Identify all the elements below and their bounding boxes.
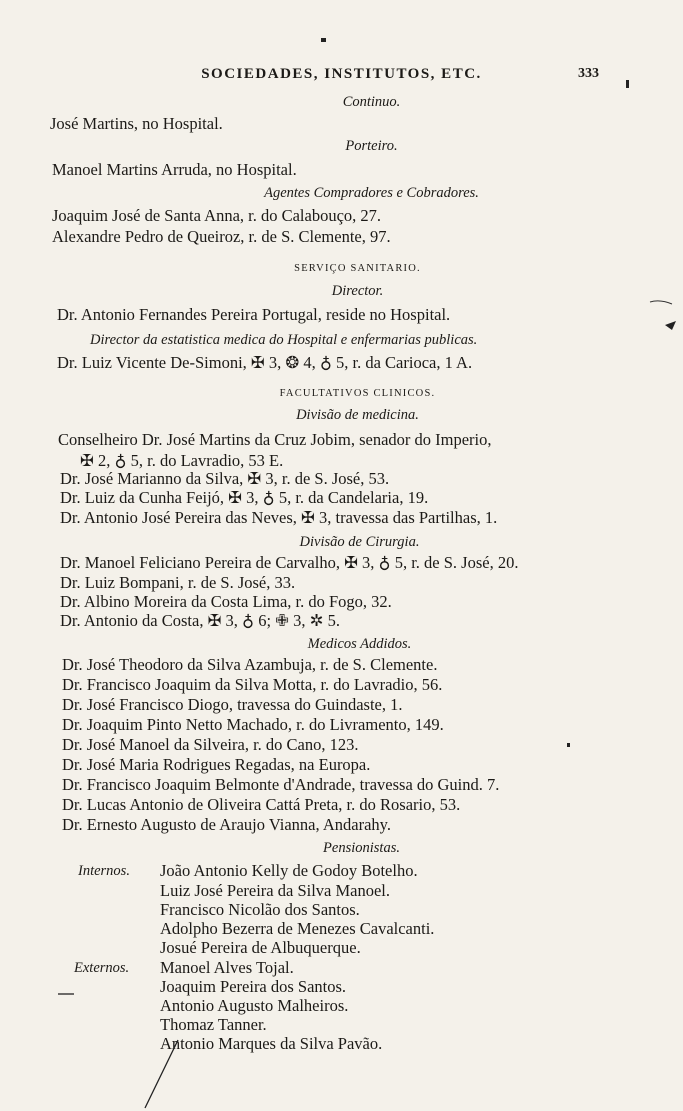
interno-item: Francisco Nicolão dos Santos. [160,900,360,919]
entry-line: Dr. Luiz Vicente De-Simoni, ✠ 3, ❂ 4, ♁ 5, r. da Carioca, 1 A. [57,353,473,372]
ink-dot [626,80,629,88]
externo-item: Manoel Alves Tojal. [160,958,294,977]
ink-blot [665,321,676,330]
entry-line: Dr. Francisco Joaquim Belmonte d'Andrade, travessa do Guind. 7. [62,775,500,794]
externo-item: Joaquim Pereira dos Santos. [160,977,347,996]
section-medicos-addidos: Medicos Addidos. [307,636,412,652]
entry-line: Dr. José Marianno da Silva, ✠ 3, r. de S. José, 53. [60,469,390,488]
page-number: 333 [578,66,599,81]
section-pensionistas: Pensionistas. [323,840,400,856]
entry-line: Dr. Manoel Feliciano Pereira de Carvalho, ✠ 3, ♁ 5, r. de S. José, 20. [60,553,519,572]
entry-line: Conselheiro Dr. José Martins da Cruz Jobim, senador do Imperio, [58,430,492,449]
entry-line: Joaquim José de Santa Anna, r. do Calabouço, 27. [52,206,382,225]
entry-line: Dr. Joaquim Pinto Netto Machado, r. do Livramento, 149. [62,715,444,734]
entry-line: Dr. José Maria Rodrigues Regadas, na Europa. [62,755,371,774]
internos-label: Internos. [78,863,130,879]
ink-dot [567,743,570,747]
entry-line: Dr. José Francisco Diogo, travessa do Guindaste, 1. [62,695,403,714]
interno-item: Adolpho Bezerra de Menezes Cavalcanti. [160,919,435,938]
entry-line: Dr. Luiz da Cunha Feijó, ✠ 3, ♁ 5, r. da Candelaria, 19. [60,488,429,507]
interno-item: Josué Pereira de Albuquerque. [160,938,361,957]
entry-line: Dr. Albino Moreira da Costa Lima, r. do Fogo, 32. [60,592,392,611]
section-agentes: Agentes Compradores e Cobradores. [264,185,479,201]
section-continuo: Continuo. [342,94,401,110]
entry-line: Dr. Antonio Fernandes Pereira Portugal, reside no Hospital. [57,305,451,324]
ink-dot [321,38,326,42]
externo-item: Antonio Augusto Malheiros. [160,996,349,1015]
entry-line: Alexandre Pedro de Queiroz, r. de S. Clemente, 97. [52,227,391,246]
pen-stroke [650,301,672,304]
entry-line: Dr. Antonio José Pereira das Neves, ✠ 3, travessa das Partilhas, 1. [60,508,498,527]
entry-line: Dr. Ernesto Augusto de Araujo Vianna, Andarahy. [62,815,391,834]
entry-line: Dr. Antonio da Costa, ✠ 3, ♁ 6; ✙ 3, ✲ 5. [60,611,340,630]
entry-line: ✠ 2, ♁ 5, r. do Lavradio, 53 E. [80,451,284,470]
entry-line: Dr. Luiz Bompani, r. de S. José, 33. [60,573,296,592]
externos-label: Externos. [74,960,130,976]
entry-line: Dr. José Manoel da Silveira, r. do Cano, 123. [62,735,359,754]
externo-item: Thomaz Tanner. [160,1015,267,1034]
section-porteiro: Porteiro. [345,138,398,154]
externo-item: Antonio Marques da Silva Pavão. [160,1034,383,1053]
entry-line: José Martins, no Hospital. [50,114,223,133]
entry-line: Manoel Martins Arruda, no Hospital. [52,160,297,179]
pen-stroke [145,1040,178,1108]
section-director: Director. [331,283,384,299]
entry-line: Dr. Lucas Antonio de Oliveira Cattá Preta, r. do Rosario, 53. [62,795,461,814]
section-facultativos: FACULTATIVOS CLINICOS. [279,388,436,399]
section-divisao-medicina: Divisão de medicina. [296,407,419,423]
page-header-title: SOCIEDADES, INSTITUTOS, ETC. [201,66,482,82]
section-director-estatistica: Director da estatistica medica do Hospital e enfermarias publicas. [90,332,478,348]
entry-line: Dr. José Theodoro da Silva Azambuja, r. de S. Clemente. [62,655,438,674]
entry-line: Dr. Francisco Joaquim da Silva Motta, r. do Lavradio, 56. [62,675,443,694]
interno-item: João Antonio Kelly de Godoy Botelho. [160,861,418,880]
section-servico-sanitario: SERVIÇO SANITARIO. [294,263,421,274]
section-divisao-cirurgia: Divisão de Cirurgia. [299,534,420,550]
interno-item: Luiz José Pereira da Silva Manoel. [160,881,391,900]
